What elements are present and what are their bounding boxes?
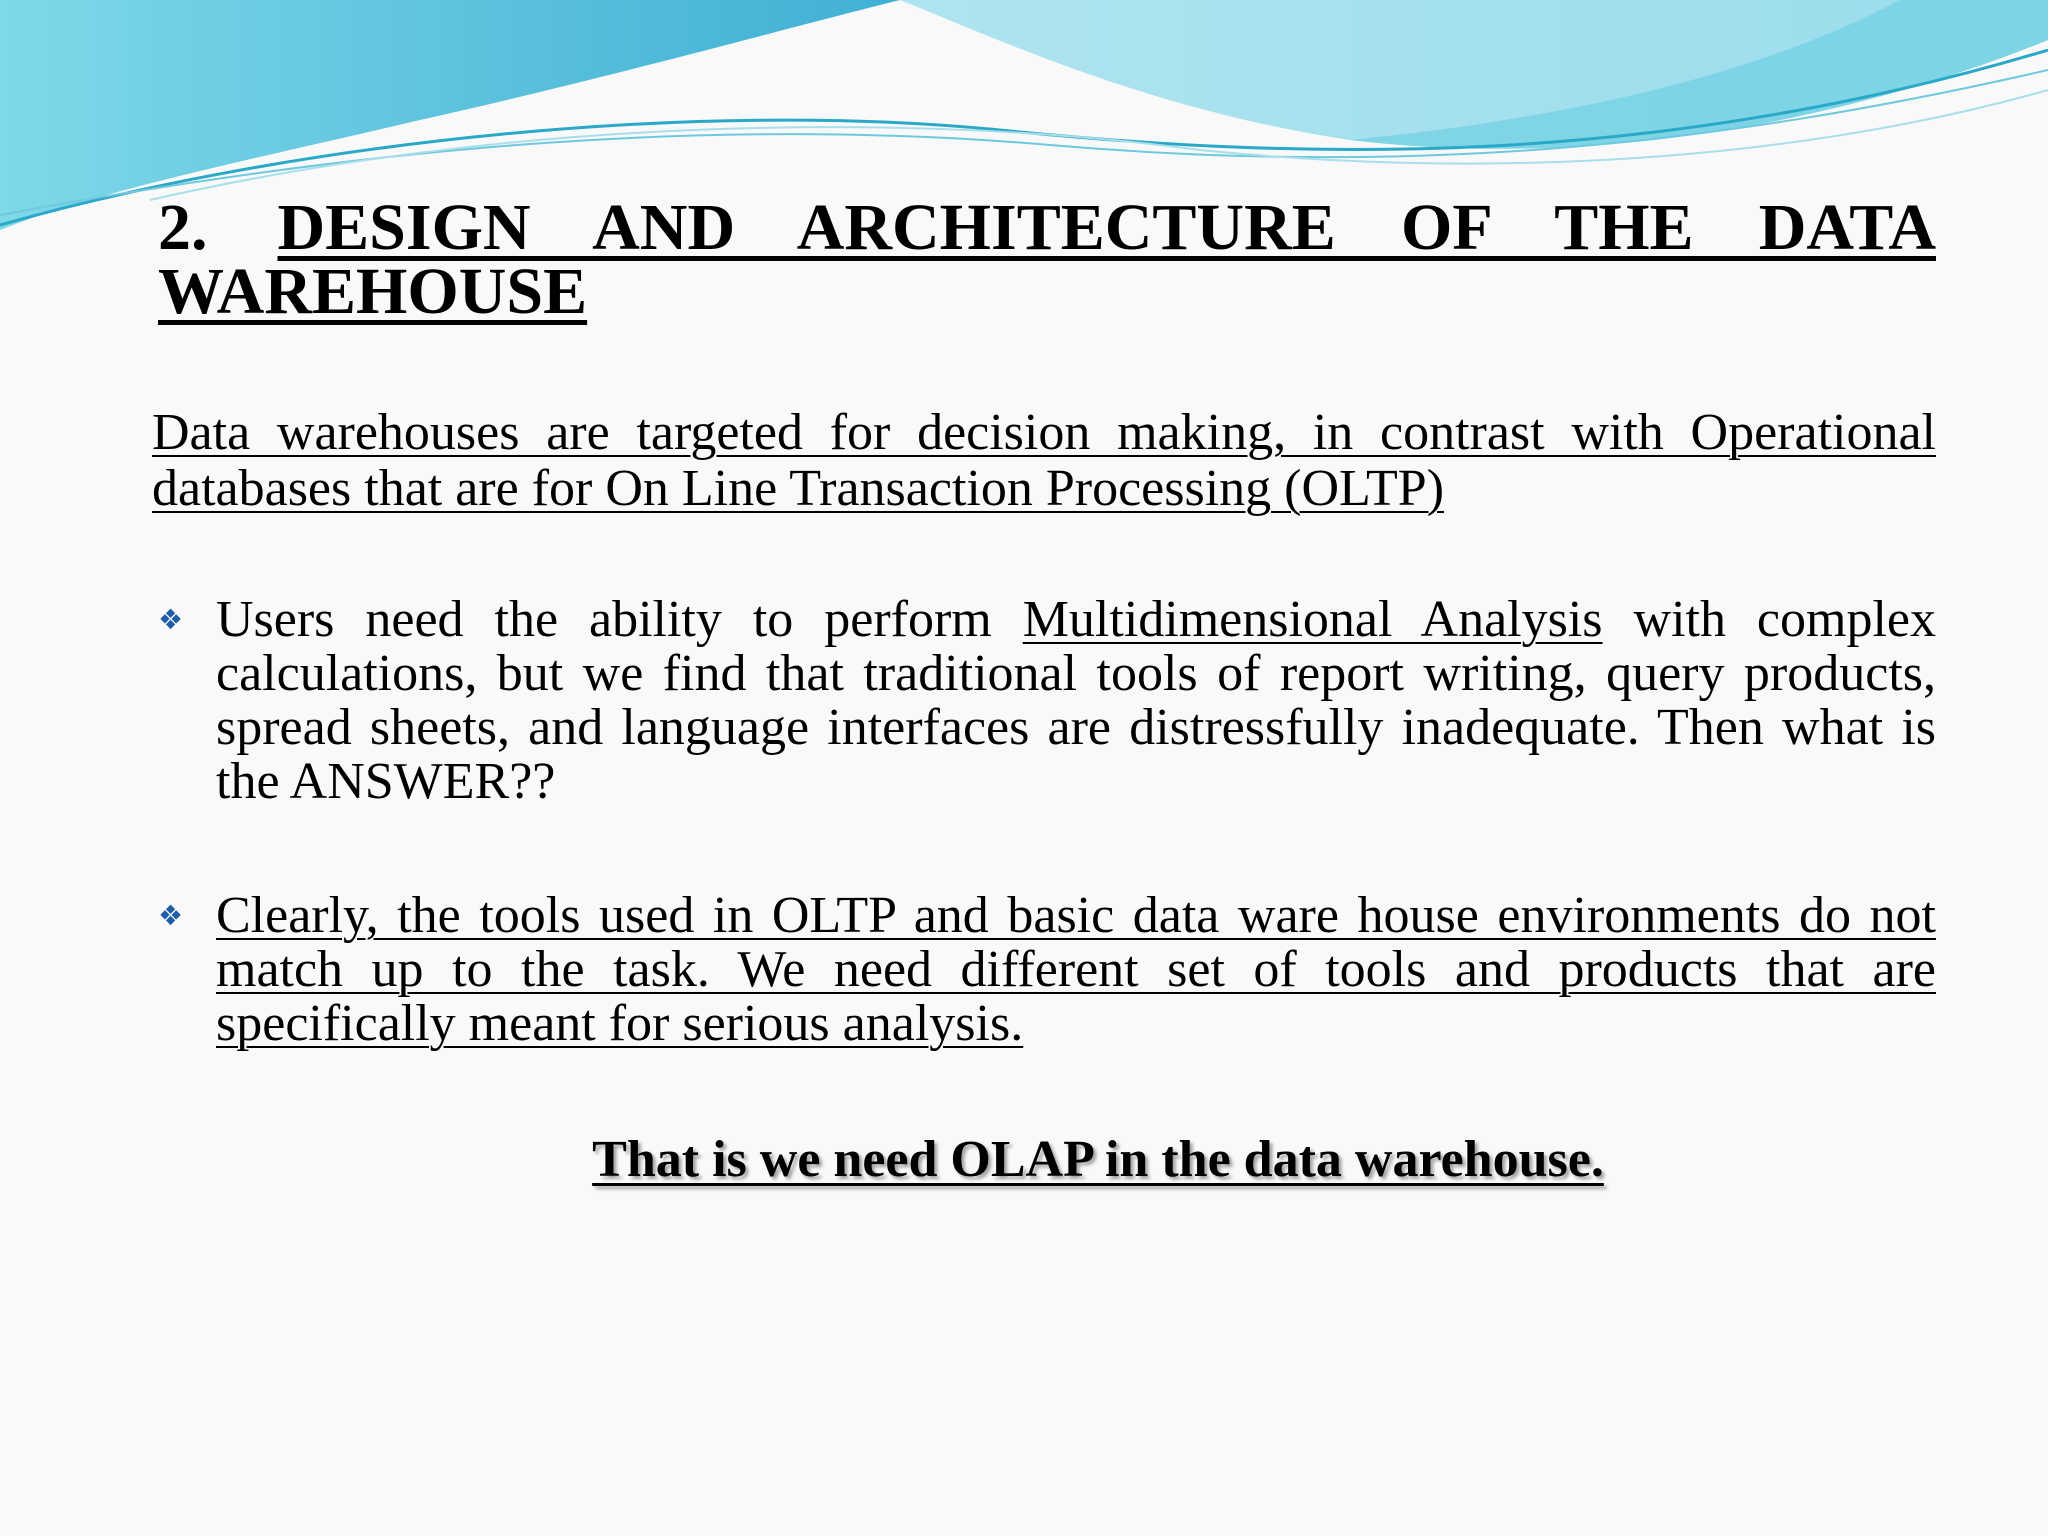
intro-paragraph: Data warehouses are targeted for decision making, in contrast with Operational databases that are for On Line Transaction Processing (OLTP): [152, 404, 1936, 517]
bullet-item-2: [158, 889, 1936, 1051]
title-line-2: WAREHOUSE: [158, 255, 588, 328]
bullet-1-text: Users need the ability to perform Multidimensional Analysis with complex calculations, but we find that traditional tools of report writing, query products, spread sheets, and language interfaces are distressfully inadequate. Then what is the ANSWER??: [216, 591, 1936, 810]
conclusion-statement: That is we need OLAP in the data warehouse.: [592, 1131, 1604, 1188]
title-number: 2.: [158, 191, 208, 264]
diamond-bullet-icon: ❖: [158, 899, 184, 932]
bullet-item-1: [158, 593, 1936, 809]
slide-title: [158, 191, 1936, 328]
multidimensional-analysis-term: Multidimensional Analysis: [1022, 591, 1603, 648]
diamond-bullet-icon: ❖: [158, 603, 184, 636]
title-line-1: DESIGN AND ARCHITECTURE OF THE DATA: [277, 191, 1936, 264]
bullet-2-text: Clearly, the tools used in OLTP and basic data ware house environments do not match up to the task. We need different set of tools and products that are specifically meant for serious analysis.: [216, 887, 1936, 1052]
